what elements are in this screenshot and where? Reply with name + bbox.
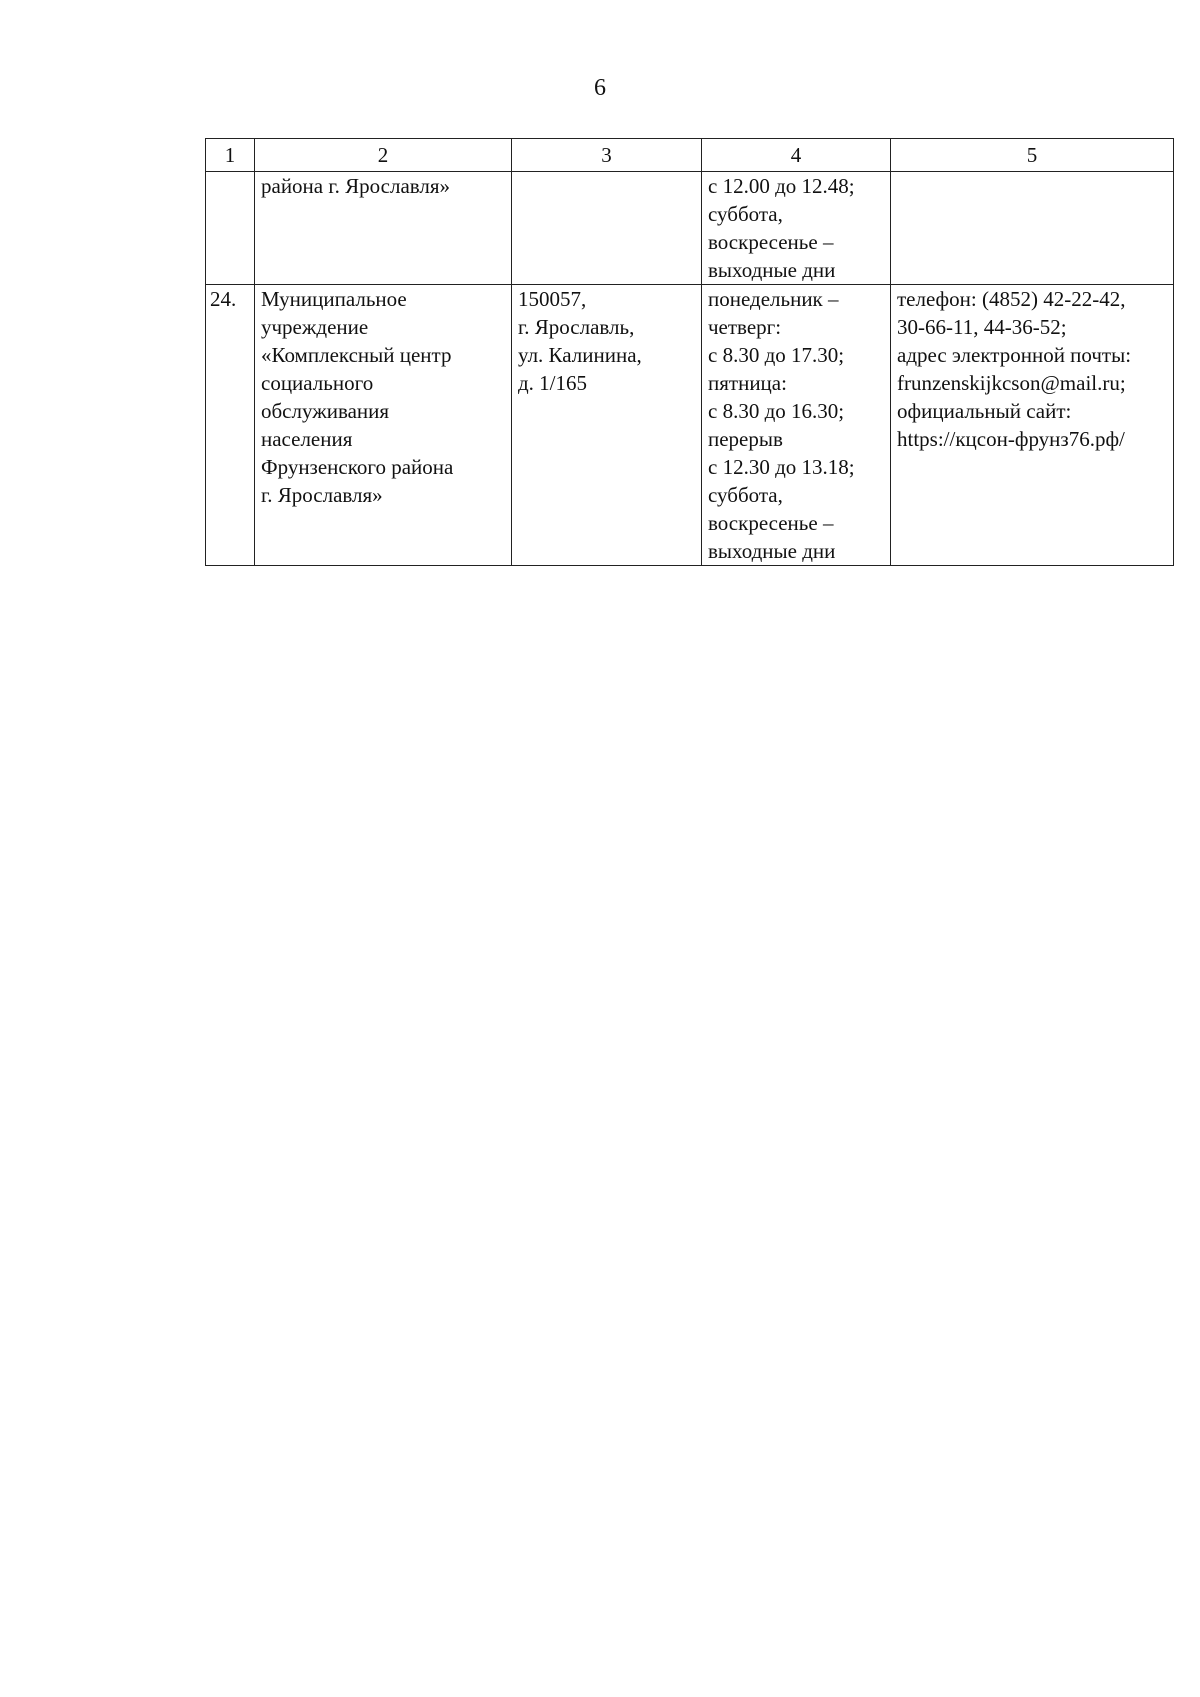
column-header-3: 3 [512,139,702,172]
hours-line: с 12.00 до 12.48; [708,174,855,198]
website-label: официальный сайт: [897,399,1072,423]
hours-line: выходные дни [708,258,836,282]
phone-line: 30-66-11, 44-36-52; [897,315,1067,339]
column-header-1: 1 [206,139,255,172]
address-line: д. 1/165 [518,371,588,395]
address-line: ул. Калинина, [518,343,642,367]
hours-line: понедельник – [708,287,839,311]
working-hours-cell [702,172,891,285]
name-line: района г. Ярославля» [261,174,451,198]
address-cell [512,172,702,285]
hours-line: воскресенье – [708,511,834,535]
column-header-4: 4 [702,139,891,172]
contacts-cell [891,285,1174,566]
table-header-row [206,139,1174,172]
hours-line: четверг: [708,315,782,339]
name-line: «Комплексный центр [261,343,452,367]
table-row-24 [206,285,1174,566]
phone-line: телефон: (4852) 42-22-42, [897,287,1126,311]
contacts-cell [891,172,1174,285]
institution-name-cell [255,172,512,285]
hours-line: перерыв [708,427,783,451]
hours-line: с 8.30 до 16.30; [708,399,845,423]
table-row-continuation [206,172,1174,285]
institution-name-cell [255,285,512,566]
hours-line: с 8.30 до 17.30; [708,343,845,367]
hours-line: выходные дни [708,539,836,563]
website-value: https://кцсон-фрунз76.рф/ [897,427,1125,451]
name-line: населения [261,427,353,451]
hours-line: суббота, [708,202,783,226]
institutions-table [205,138,1174,566]
hours-line: суббота, [708,483,783,507]
email-value: frunzenskijkcson@mail.ru; [897,371,1126,395]
address-cell [512,285,702,566]
address-line: 150057, [518,287,587,311]
email-label: адрес электронной почты: [897,343,1132,367]
column-header-5: 5 [891,139,1174,172]
row-number-cell: 24. [206,285,255,566]
hours-line: пятница: [708,371,787,395]
name-line: обслуживания [261,399,390,423]
hours-line: с 12.30 до 13.18; [708,455,855,479]
hours-line: воскресенье – [708,230,834,254]
row-number-cell [206,172,255,285]
working-hours-cell [702,285,891,566]
page-number: 6 [594,75,606,101]
name-line: социального [261,371,374,395]
name-line: г. Ярославля» [261,483,383,507]
name-line: Муниципальное [261,287,407,311]
name-line: учреждение [261,315,369,339]
address-line: г. Ярославль, [518,315,635,339]
name-line: Фрунзенского района [261,455,454,479]
column-header-2: 2 [255,139,512,172]
